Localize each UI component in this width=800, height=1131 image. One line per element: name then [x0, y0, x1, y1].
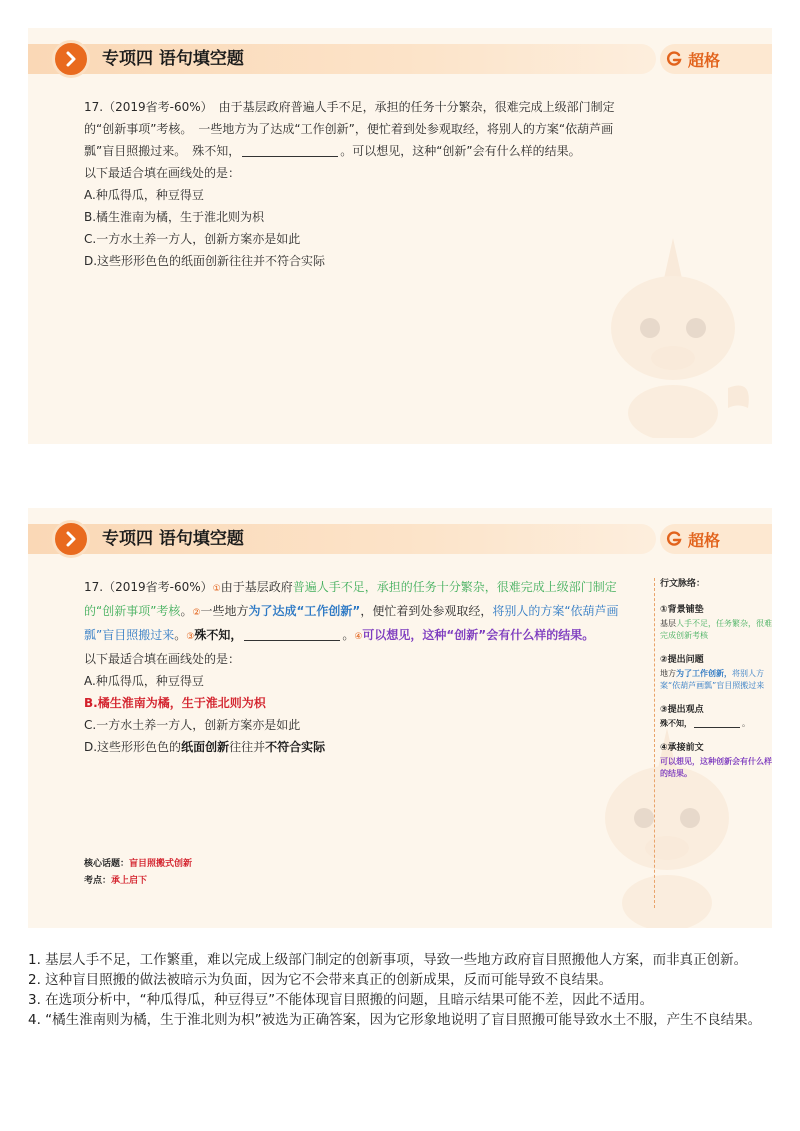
chevron-right-icon — [52, 40, 90, 78]
option-b-correct: B.橘生淮南为橘，生于淮北则为枳 — [84, 696, 266, 710]
question-stem: 17.（2019省考-60%） 由于基层政府普遍人手不足，承担的任务十分繁杂，很难完成上级部门制定的“创新事项”考核。 一些地方为了达成“工作创新”，便忙着到处参观取经，将别人的方案“依葫芦画瓢”盲目照搬过来。 殊不知， 。可以想见，这种“创新”会有什么样的结果。 — [84, 100, 615, 158]
question-prompt: 以下最适合填在画线处的是： — [84, 652, 241, 666]
annotated-stem: 17.（2019省考-60%）①由于基层政府普遍人手不足，承担的任务十分繁杂，很难完成上级部门制定的“创新事项”考核。②一些地方为了达成“工作创新”，便忙着到处参观取经，将别人的方案“依葫芦画瓢”盲目照搬过来。③殊不知， 。④可以想见，这种“创新”会有什么样的结果。 — [84, 580, 619, 642]
structure-step-1: ①背景铺垫 基层人手不足，任务繁杂，很难完成创新考核 — [660, 605, 772, 640]
option-d: D.这些形形色色的纸面创新往往并不符合实际 — [84, 740, 326, 754]
structure-step-2: ②提出问题 地方为了工作创新，将别人方案“依葫芦画瓢”盲目照搬过来 — [660, 655, 765, 690]
question-text — [84, 96, 640, 272]
structure-step-4: ④承接前文 可以想见，这种创新会有什么样的结果。 — [660, 743, 772, 778]
core-topic — [84, 856, 192, 890]
unicorn-watermark-icon — [588, 228, 758, 438]
chevron-right-icon — [52, 520, 90, 558]
analysis-point-2: 2. 这种盲目照搬的做法被暗示为负面，因为它不会带来真正的创新成果，反而可能导致不良结果。 — [28, 972, 613, 988]
brand-name: 超格 — [688, 530, 721, 550]
option-d: D.这些形形色色的纸面创新往往并不符合实际 — [84, 254, 326, 268]
answer-blank — [242, 143, 338, 157]
text-structure-panel — [654, 578, 772, 908]
brand-g-icon — [666, 531, 682, 547]
section-title: 专项四 语句填空题 — [102, 49, 244, 69]
core-topic-line: 核心话题：盲目照搬式创新 — [84, 859, 193, 869]
option-a: A.种瓜得瓜，种豆得豆 — [84, 188, 204, 202]
option-c: C.一方水土养一方人，创新方案亦是如此 — [84, 232, 301, 246]
exam-point-line: 考点：承上启下 — [84, 876, 148, 886]
slide-question — [28, 28, 772, 444]
brand-logo — [666, 526, 720, 552]
option-b: B.橘生淮南为橘，生于淮北则为枳 — [84, 210, 265, 224]
annotated-question-text — [84, 576, 640, 758]
question-prompt: 以下最适合填在画线处的是： — [84, 166, 241, 180]
answer-blank — [244, 627, 340, 641]
slide-analysis — [28, 508, 772, 928]
answer-blank — [694, 719, 740, 728]
option-a: A.种瓜得瓜，种豆得豆 — [84, 674, 204, 688]
analysis-point-4: 4. “橘生淮南则为橘，生于淮北则为枳”被选为正确答案，因为它形象地说明了盲目照搬可能导致水土不服，产生不良结果。 — [28, 1012, 762, 1028]
analysis-point-1: 1. 基层人手不足，工作繁重，难以完成上级部门制定的创新事项，导致一些地方政府盲目照搬他人方案，而非真正创新。 — [28, 952, 748, 968]
structure-title: 行文脉络： — [660, 579, 706, 589]
brand-logo — [666, 46, 720, 72]
analysis-notes — [28, 950, 772, 1030]
option-c: C.一方水土养一方人，创新方案亦是如此 — [84, 718, 301, 732]
structure-step-3: ③提出观点 殊不知， 。 — [660, 705, 750, 728]
analysis-point-3: 3. 在选项分析中，“种瓜得瓜，种豆得豆”不能体现盲目照搬的问题，且暗示结果可能不差，因此不适用。 — [28, 992, 654, 1008]
brand-name: 超格 — [688, 50, 721, 70]
brand-g-icon — [666, 51, 682, 67]
section-title: 专项四 语句填空题 — [102, 529, 244, 549]
